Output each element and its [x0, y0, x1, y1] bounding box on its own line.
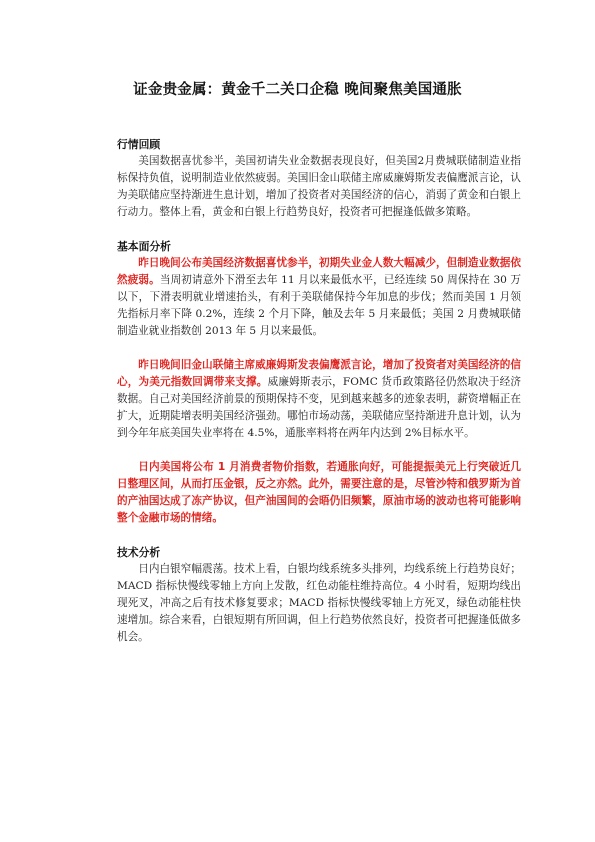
- paragraph: [117, 561, 521, 646]
- section-heading: 行情回顾: [117, 138, 161, 151]
- paragraph-highlight: 昨日晚间公布美国经济数据喜忧参半，初期失业金人数大幅减少，但制造业数据依然疲弱。: [117, 257, 521, 286]
- section-market-review: [117, 136, 521, 221]
- paragraph-text: 威廉姆斯表示，FOMC 货币政策路径仍然取决于经济数据。自己对美国经济前景的预期保持不变，见到越来越多的迹象表明，薪资增幅正在扩大，近期陡增表明美国经济强劲。哪怕市场动荡，美联储应坚持渐进升息计划，认为到今年年底美国失业率将在 4.5%，通胀率料将在两年内达到 2%目标水平。: [117, 376, 521, 439]
- paragraph-highlight: 日内美国将公布 1 月消费者物价指数，若通胀向好，可能提振美元上行突破近几日整理区间，从而打压金银，反之亦然。此外，需要注意的是，尽管沙特和俄罗斯为首的产油国达成了冻产协议，但产油国间的会晤仍旧频繁，原油市场的波动也将可能影响整个金融市场的情绪。: [117, 461, 521, 524]
- paragraph: [117, 255, 521, 340]
- paragraph-highlight: 昨日晚间旧金山联储主席威廉姆斯发表偏鹰派言论，增加了投资者对美国经济的信心，为美元指数回调带来支撑。: [117, 359, 521, 388]
- section-technical-analysis: [117, 544, 521, 646]
- paragraph: [117, 153, 521, 221]
- page-title: 证金贵金属：黄金千二关口企稳 晚间聚焦美国通胀: [133, 82, 462, 98]
- paragraph-text: 美国数据喜忧参半，美国初请失业金数据表现良好，但美国2月费城联储制造业指标保持负值，说明制造业依然疲弱。美国旧金山联储主席威廉姆斯发表偏鹰派言论，认为美联储应坚持渐进生息计划，增加了投资者对美国经济的信心，消弱了黄金和白银上行动力。整体上看，黄金和白银上行趋势良好，投资者可把握逢低做多策略。: [117, 155, 521, 218]
- paragraph: [117, 357, 521, 442]
- article-body: [117, 136, 521, 646]
- section-heading: 技术分析: [117, 546, 161, 559]
- paragraph: [117, 459, 521, 527]
- paragraph-text: 日内白银窄幅震荡。技术上看，白银均线系统多头排列，均线系统上行趋势良好；MACD 指标快慢线零轴上方向上发散，红色动能柱维持高位。4 小时看，短期均线出现死叉，冲高之后有技术修复要求；MACD 指标快慢线零轴上方死叉，绿色动能柱快速增加。综合来看，白银短期有所回调，但上行趋势依然良好，投资者可把握逢低做多机会。: [117, 563, 521, 643]
- section-fundamental-analysis: [117, 238, 521, 527]
- section-heading: 基本面分析: [117, 240, 171, 253]
- paragraph-text: 当周初请意外下滑至去年 11 月以来最低水平，已经连续 50 周保持在 30 万以下，下滑表明就业增速抬头，有利于美联储保持今年加息的步伐；然而美国 1 月领先指标月率下降 0.2%，连续 2 个月下降，触及去年 5 月来最低；美国 2 月费城联储制造业就业指数创 2013 年 5 月以来最低。: [117, 274, 522, 337]
